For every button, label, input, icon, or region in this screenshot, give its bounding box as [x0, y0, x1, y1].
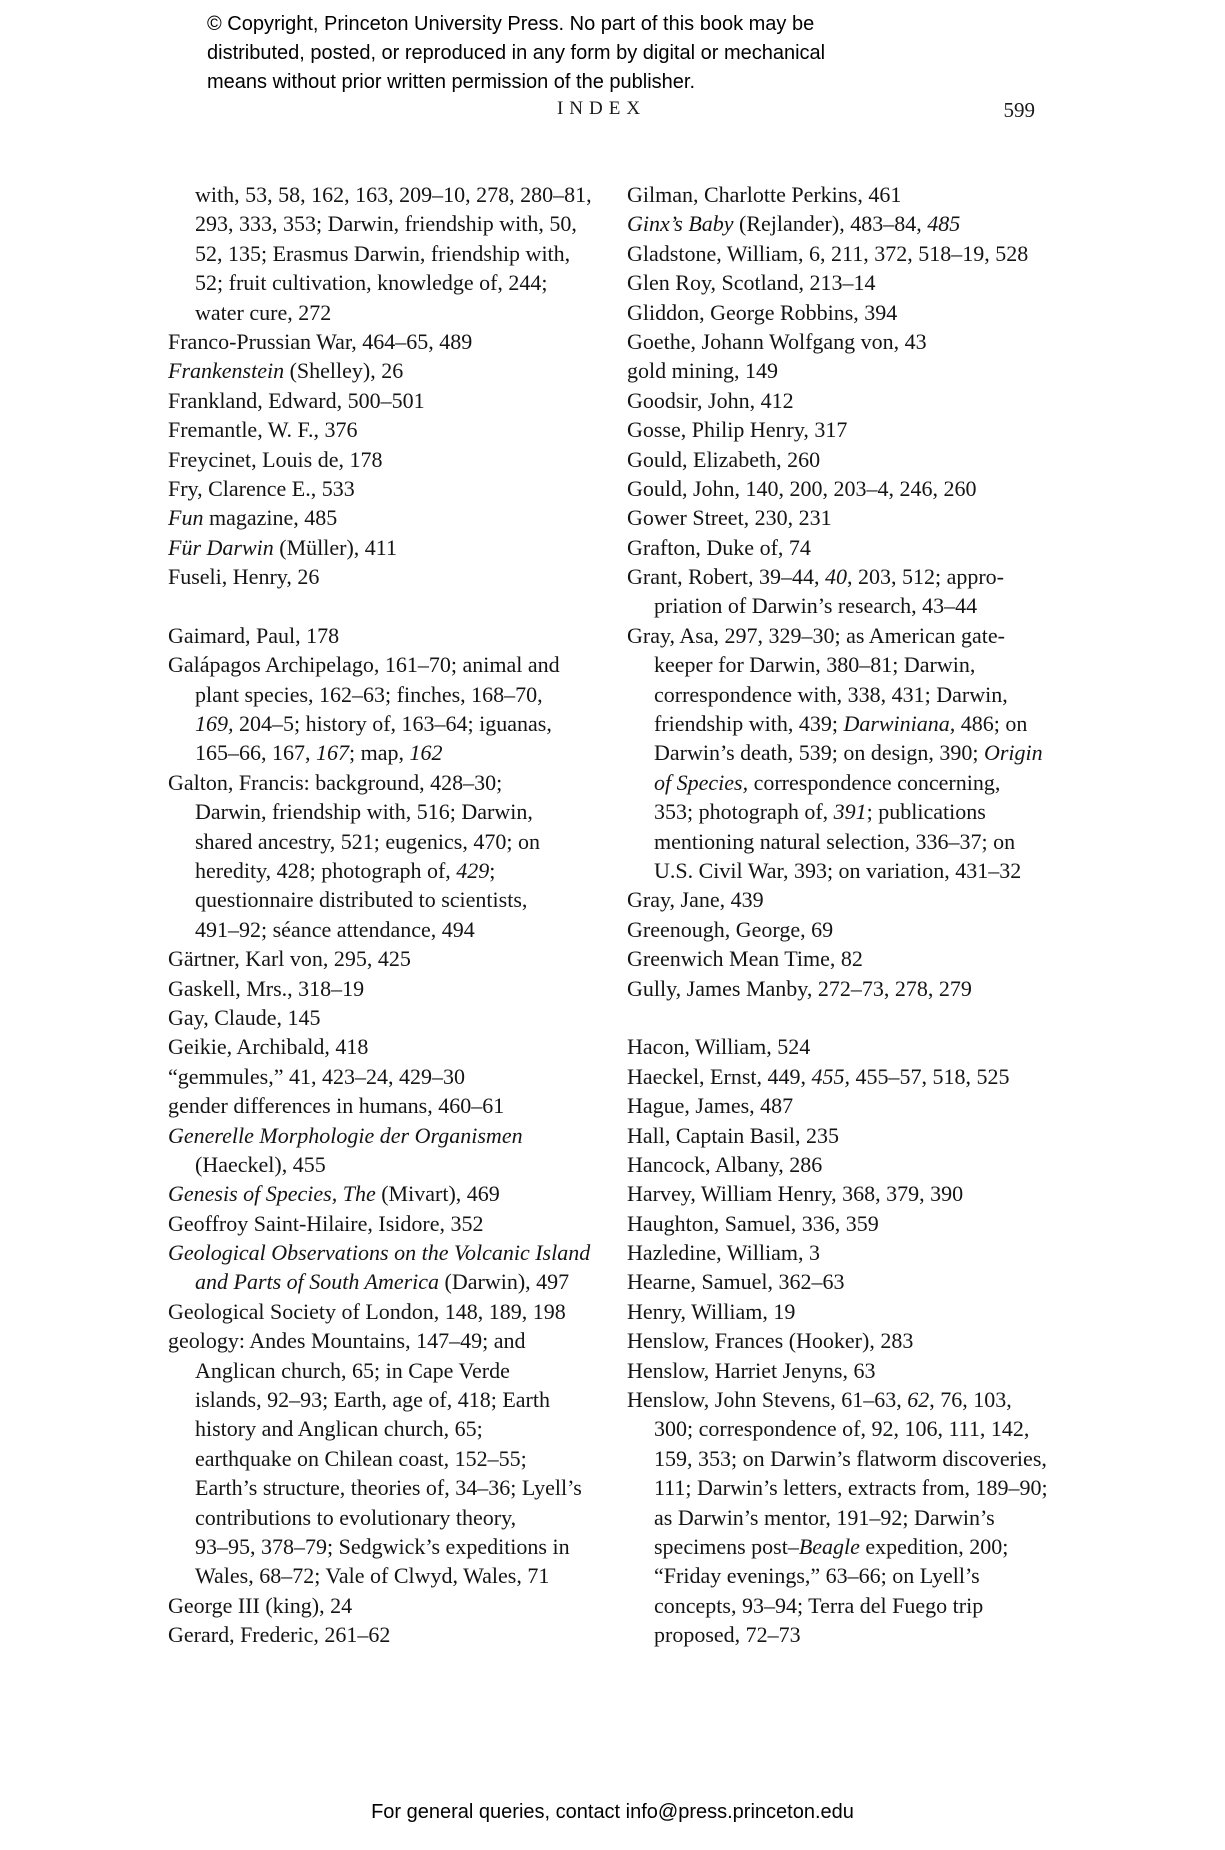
index-line: [627, 1561, 1089, 1590]
index-text-italic: 429: [456, 857, 490, 883]
index-text-italic: Ginx’s Baby: [627, 211, 734, 237]
index-line: [627, 944, 1089, 973]
index-line: [168, 1414, 620, 1443]
footer-contact: For general queries, contact info@press.princeton.edu: [371, 1801, 854, 1823]
index-text-italic: Geological Observations on the Volcanic Island: [168, 1240, 591, 1266]
index-line: [168, 386, 620, 415]
index-text-italic: Beagle: [798, 1533, 860, 1559]
index-text: Galton, Francis: background, 428–30;: [168, 769, 503, 795]
index-text: Gaimard, Paul, 178: [168, 622, 340, 648]
index-text: Darwin’s death, 539; on design, 390;: [654, 740, 984, 766]
index-line: [168, 1356, 620, 1385]
index-text: history and Anglican church, 65;: [195, 1416, 483, 1442]
index-line: [627, 885, 1089, 914]
index-line: [627, 1209, 1089, 1238]
index-text: (Haeckel), 455: [195, 1151, 326, 1177]
index-line: [627, 562, 1089, 591]
index-column-left: [168, 180, 620, 1650]
index-text: Geoffroy Saint-Hilaire, Isidore, 352: [168, 1210, 484, 1236]
index-line: [168, 680, 620, 709]
index-text: Haughton, Samuel, 336, 359: [627, 1210, 879, 1236]
index-line: [627, 1267, 1089, 1296]
index-text: correspondence with, 338, 431; Darwin,: [654, 681, 1008, 707]
index-line: [627, 1032, 1089, 1061]
index-line: [168, 239, 620, 268]
index-line: [168, 356, 620, 385]
index-line: [627, 209, 1089, 238]
index-line: [627, 356, 1089, 385]
index-line: [627, 797, 1089, 826]
index-text-italic: Für Darwin: [168, 534, 274, 560]
index-text: gender differences in humans, 460–61: [168, 1093, 505, 1119]
index-line: [627, 1414, 1089, 1443]
index-text: Gould, Elizabeth, 260: [627, 446, 821, 472]
index-text: 52, 135; Erasmus Darwin, friendship with,: [195, 240, 571, 266]
index-line: [168, 1532, 620, 1561]
index-text: 353; photograph of,: [654, 799, 834, 825]
index-text: Glen Roy, Scotland, 213–14: [627, 270, 876, 296]
copyright-notice: [207, 10, 847, 97]
index-text-italic: 167: [316, 740, 349, 766]
index-line: [168, 474, 620, 503]
index-text: Freycinet, Louis de, 178: [168, 446, 383, 472]
index-text: Geological Society of London, 148, 189, 198: [168, 1298, 566, 1324]
index-text: ;: [489, 857, 496, 883]
index-line: [168, 827, 620, 856]
index-text: 491–92; séance attendance, 494: [195, 916, 475, 942]
index-text: Gould, John, 140, 200, 203–4, 246, 260: [627, 475, 977, 501]
index-text: Haeckel, Ernst, 449,: [627, 1063, 812, 1089]
index-text: Gay, Claude, 145: [168, 1004, 321, 1030]
index-text: Galápagos Archipelago, 161–70; animal and: [168, 652, 560, 678]
index-text: Grant, Robert, 39–44,: [627, 564, 825, 590]
index-text: Geikie, Archibald, 418: [168, 1034, 369, 1060]
index-text: Greenwich Mean Time, 82: [627, 946, 863, 972]
index-text: (Müller), 411: [273, 534, 397, 560]
index-line: [627, 650, 1089, 679]
index-text: “Friday evenings,” 63–66; on Lyell’s: [654, 1563, 980, 1589]
index-text: Hacon, William, 524: [627, 1034, 811, 1060]
index-line: [627, 503, 1089, 532]
index-text: shared ancestry, 521; eugenics, 470; on: [195, 828, 540, 854]
index-line: [627, 1150, 1089, 1179]
index-line: [168, 1150, 620, 1179]
index-text: water cure, 272: [195, 299, 332, 325]
index-text: Earth’s structure, theories of, 34–36; Lyell’s: [195, 1475, 582, 1501]
index-text: with, 53, 58, 162, 163, 209–10, 278, 280–81,: [195, 182, 592, 207]
index-text: Fremantle, W. F., 376: [168, 417, 358, 443]
index-text: 293, 333, 353; Darwin, friendship with, 50,: [195, 211, 577, 237]
index-text: Fry, Clarence E., 533: [168, 475, 355, 501]
index-text: Anglican church, 65; in Cape Verde: [195, 1357, 510, 1383]
index-line: [168, 503, 620, 532]
index-line: [168, 1561, 620, 1590]
index-line: [627, 327, 1089, 356]
index-text: Gully, James Manby, 272–73, 278, 279: [627, 975, 972, 1001]
index-line: [627, 239, 1089, 268]
copyright-line: © Copyright, Princeton University Press. No part of this book may be: [207, 13, 815, 35]
index-line: [168, 1591, 620, 1620]
index-line: [627, 1444, 1089, 1473]
index-line: [168, 621, 620, 650]
index-text: gold mining, 149: [627, 358, 778, 384]
copyright-line: distributed, posted, or reproduced in any form by digital or mechanical: [207, 42, 826, 64]
index-text: Henslow, John Stevens, 61–63,: [627, 1387, 908, 1413]
index-line: [168, 445, 620, 474]
index-text-italic: 162: [409, 740, 443, 766]
index-text-italic: 485: [927, 211, 961, 237]
index-line: [168, 533, 620, 562]
index-text: Hall, Captain Basil, 235: [627, 1122, 840, 1148]
index-line: [168, 1444, 620, 1473]
index-text-italic: Genesis of Species, The: [168, 1181, 376, 1207]
index-line: [168, 1326, 620, 1355]
index-text: George III (king), 24: [168, 1592, 353, 1618]
index-text: Goodsir, John, 412: [627, 387, 794, 413]
index-line: [168, 1091, 620, 1120]
index-text: expedition, 200;: [859, 1533, 1009, 1559]
index-text: heredity, 428; photograph of,: [195, 857, 457, 883]
index-text: Gladstone, William, 6, 211, 372, 518–19, 528: [627, 240, 1029, 266]
index-text: ; map,: [349, 740, 410, 766]
index-text: Harvey, William Henry, 368, 379, 390: [627, 1181, 964, 1207]
index-line: [627, 1503, 1089, 1532]
index-line: [627, 709, 1089, 738]
index-text: (Darwin), 497: [439, 1269, 570, 1295]
index-text: proposed, 72–73: [654, 1622, 801, 1648]
index-line: [168, 1503, 620, 1532]
index-text: , 76, 103,: [929, 1387, 1012, 1413]
index-text-italic: 169,: [195, 711, 234, 737]
index-text: magazine, 485: [203, 505, 338, 531]
index-text: geology: Andes Mountains, 147–49; and: [168, 1328, 526, 1354]
index-text: Greenough, George, 69: [627, 916, 834, 942]
index-line: [168, 1003, 620, 1032]
index-text: (Shelley), 26: [284, 358, 404, 384]
index-line: [627, 1532, 1089, 1561]
index-line: [627, 974, 1089, 1003]
index-text: concepts, 93–94; Terra del Fuego trip: [654, 1592, 984, 1618]
index-text-italic: Generelle Morphologie der Organismen: [168, 1122, 523, 1148]
index-text: Gliddon, George Robbins, 394: [627, 299, 898, 325]
index-text: Gilman, Charlotte Perkins, 461: [627, 182, 902, 207]
index-line: [627, 1356, 1089, 1385]
index-text: Hancock, Albany, 286: [627, 1151, 823, 1177]
index-line: [168, 944, 620, 973]
index-line: [627, 621, 1089, 650]
index-line: [627, 827, 1089, 856]
index-text: Gärtner, Karl von, 295, 425: [168, 946, 411, 972]
index-line: [168, 738, 620, 767]
index-line: [627, 386, 1089, 415]
index-line: [168, 327, 620, 356]
index-line: [168, 1385, 620, 1414]
index-line: [627, 1591, 1089, 1620]
index-text-italic: 455,: [811, 1063, 850, 1089]
index-line: [168, 650, 620, 679]
index-text: Gray, Jane, 439: [627, 887, 764, 913]
index-text-italic: 391: [833, 799, 867, 825]
copyright-line: means without prior written permission of the publisher.: [207, 71, 696, 93]
index-line: [627, 1091, 1089, 1120]
index-text: plant species, 162–63; finches, 168–70,: [195, 681, 543, 707]
index-text: Hearne, Samuel, 362–63: [627, 1269, 845, 1295]
index-line: [627, 591, 1089, 620]
index-line: [627, 298, 1089, 327]
index-line: [168, 1267, 620, 1296]
index-text: Gower Street, 230, 231: [627, 505, 832, 531]
index-text: 300; correspondence of, 92, 106, 111, 142,: [654, 1416, 1030, 1442]
index-text: 455–57, 518, 525: [850, 1063, 1010, 1089]
index-line: [168, 1297, 620, 1326]
index-text: 93–95, 378–79; Sedgwick’s expeditions in: [195, 1533, 570, 1559]
index-text: “gemmules,” 41, 423–24, 429–30: [168, 1063, 465, 1089]
index-text: specimens post–: [654, 1533, 799, 1559]
index-text: Darwin, friendship with, 516; Darwin,: [195, 799, 533, 825]
index-line: [168, 1121, 620, 1150]
index-text: , 203, 512; appro-: [846, 564, 1004, 590]
index-line: [168, 1238, 620, 1267]
section-title: INDEX: [556, 98, 647, 119]
blank-line: [627, 1003, 1089, 1032]
index-text: Gray, Asa, 297, 329–30; as American gate-: [627, 622, 1005, 648]
index-line: [627, 1620, 1089, 1649]
index-text: correspondence concerning,: [748, 769, 1001, 795]
index-text: Goethe, Johann Wolfgang von, 43: [627, 328, 927, 354]
index-line: [168, 885, 620, 914]
index-column-right: [627, 180, 1089, 1650]
index-text-italic: and Parts of South America: [195, 1269, 440, 1295]
index-line: [627, 738, 1089, 767]
index-text: U.S. Civil War, 393; on variation, 431–32: [654, 857, 1022, 883]
index-text-italic: 40: [824, 564, 847, 590]
index-line: [627, 268, 1089, 297]
index-line: [168, 562, 620, 591]
index-text: Henslow, Harriet Jenyns, 63: [627, 1357, 876, 1383]
index-text: Hazledine, William, 3: [627, 1240, 820, 1266]
index-text: Franco-Prussian War, 464–65, 489: [168, 328, 473, 354]
index-line: [168, 298, 620, 327]
index-text: Henslow, Frances (Hooker), 283: [627, 1328, 914, 1354]
index-line: [627, 1326, 1089, 1355]
index-text: questionnaire distributed to scientists,: [195, 887, 528, 913]
page-header: [168, 98, 1035, 128]
index-line: [168, 1179, 620, 1208]
index-text-italic: Darwiniana,: [843, 711, 956, 737]
index-line: [168, 415, 620, 444]
index-line: [627, 533, 1089, 562]
index-text: Gaskell, Mrs., 318–19: [168, 975, 365, 1001]
index-text: earthquake on Chilean coast, 152–55;: [195, 1445, 527, 1471]
index-text-italic: Frankenstein: [168, 358, 285, 384]
index-line: [627, 180, 1089, 209]
index-text: islands, 92–93; Earth, age of, 418; Earth: [195, 1387, 550, 1413]
index-text-italic: Origin: [983, 740, 1043, 766]
index-line: [627, 474, 1089, 503]
index-line: [627, 768, 1089, 797]
index-line: [627, 1385, 1089, 1414]
index-line: [168, 856, 620, 885]
index-text: Grafton, Duke of, 74: [627, 534, 811, 560]
index-line: [627, 1238, 1089, 1267]
index-line: [627, 856, 1089, 885]
index-text: Henry, William, 19: [627, 1298, 796, 1324]
index-text: Fuseli, Henry, 26: [168, 564, 320, 590]
index-text-italic: 62: [907, 1387, 930, 1413]
index-text: (Rejlander), 483–84,: [733, 211, 928, 237]
index-line: [168, 1209, 620, 1238]
page-number: 599: [1003, 98, 1035, 122]
index-text: 165–66, 167,: [195, 740, 316, 766]
index-text: contributions to evolutionary theory,: [195, 1504, 517, 1530]
index-text: (Mivart), 469: [375, 1181, 500, 1207]
index-text-italic: of Species,: [654, 769, 749, 795]
index-text: Frankland, Edward, 500–501: [168, 387, 425, 413]
index-text: ; publications: [866, 799, 986, 825]
index-line: [168, 268, 620, 297]
index-line: [627, 680, 1089, 709]
index-line: [627, 1121, 1089, 1150]
index-text-italic: Fun: [168, 505, 204, 531]
index-line: [627, 445, 1089, 474]
index-line: [627, 1179, 1089, 1208]
index-text: Hague, James, 487: [627, 1093, 794, 1119]
index-text: priation of Darwin’s research, 43–44: [654, 593, 978, 619]
index-line: [168, 709, 620, 738]
index-text: friendship with, 439;: [654, 711, 844, 737]
index-line: [168, 768, 620, 797]
index-text: mentioning natural selection, 336–37; on: [654, 828, 1016, 854]
index-line: [168, 1473, 620, 1502]
index-text: Wales, 68–72; Vale of Clwyd, Wales, 71: [195, 1563, 550, 1589]
index-line: [168, 1062, 620, 1091]
index-text: Gerard, Frederic, 261–62: [168, 1622, 391, 1648]
index-line: [168, 209, 620, 238]
index-line: [627, 1473, 1089, 1502]
index-line: [627, 415, 1089, 444]
index-text: Gosse, Philip Henry, 317: [627, 417, 848, 443]
index-line: [168, 1032, 620, 1061]
index-line: [627, 915, 1089, 944]
index-line: [168, 915, 620, 944]
index-line: [627, 1062, 1089, 1091]
index-text: as Darwin’s mentor, 191–92; Darwin’s: [654, 1504, 995, 1530]
index-text: 111; Darwin’s letters, extracts from, 189–90;: [654, 1475, 1048, 1501]
blank-line: [168, 591, 620, 620]
index-line: [168, 1620, 620, 1649]
index-text: keeper for Darwin, 380–81; Darwin,: [654, 652, 976, 678]
index-line: [168, 797, 620, 826]
index-line: [168, 180, 620, 209]
index-line: [627, 1297, 1089, 1326]
index-text: 486; on: [955, 711, 1028, 737]
index-line: [168, 974, 620, 1003]
index-text: 52; fruit cultivation, knowledge of, 244;: [195, 270, 548, 296]
index-text: 159, 353; on Darwin’s flatworm discoveries,: [654, 1445, 1047, 1471]
index-text: 204–5; history of, 163–64; iguanas,: [233, 711, 552, 737]
